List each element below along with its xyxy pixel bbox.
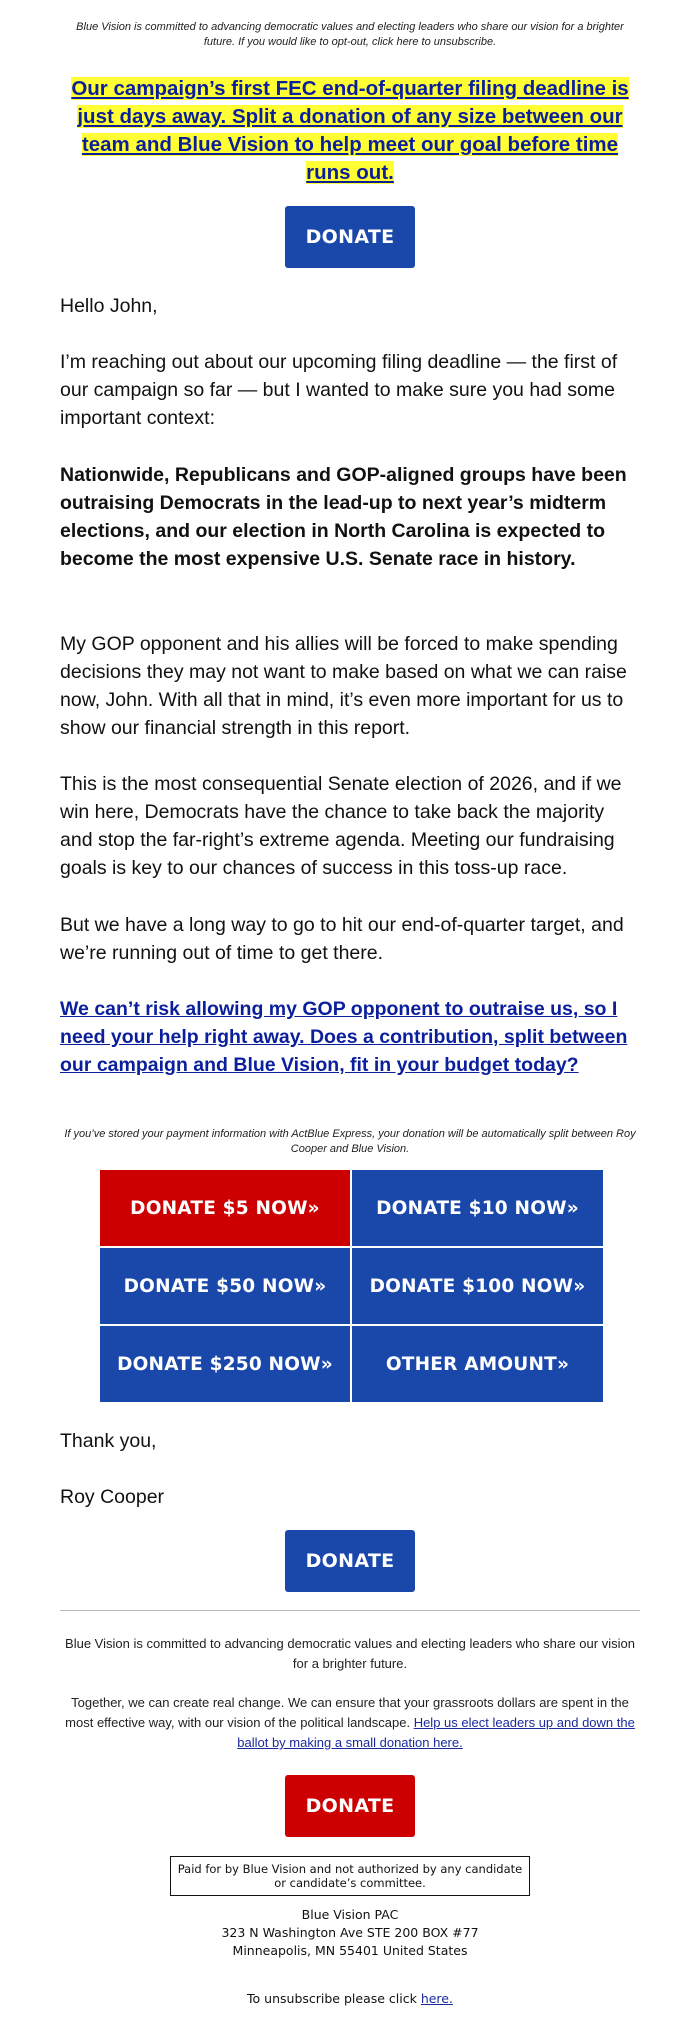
unsubscribe-link[interactable]: here. [420,1991,453,2006]
cta-paragraph [60,995,640,1079]
donation-grid [100,1170,603,1404]
footer-donate-link[interactable]: Help us elect leaders up and down the ballot by making a small donation here. [237,1715,635,1750]
greeting: Hello John, [60,295,158,317]
paid-for-disclaimer: Paid for by Blue Vision and not authorized by any candidate or candidate’s committee. [170,1856,530,1896]
unsubscribe-line [60,1991,640,2006]
address-line-2: Minneapolis, MN 55401 United States [232,1943,468,1958]
donate-250-button[interactable]: DONATE $250 NOW» [100,1326,350,1402]
donate-button-footer[interactable]: DONATE [285,1775,415,1837]
donate-button-top[interactable]: DONATE [285,206,415,268]
donate-button-bottom[interactable]: DONATE [285,1530,415,1592]
paragraph-context: I’m reaching out about our upcoming filing deadline — the first of our campaign so far — but I wanted to make sure you had some important context: [60,351,618,429]
org-name: Blue Vision PAC [301,1907,399,1922]
paragraph-consequential: This is the most consequential Senate election of 2026, and if we win here, Democrats have the chance to take back the majority and stop the far-right’s extreme agenda. Meeting our fundraising goals is key to our chances of success in this toss-up race. [60,773,622,879]
footer-together-text: Together, we can create real change. We can ensure that your grassroots dollars are spent in the most effective way, with our vision of the political landscape. [65,1695,629,1730]
unsubscribe-text: To unsubscribe please click [247,1991,421,2006]
address-line-1: 323 N Washington Ave STE 200 BOX #77 [221,1925,479,1940]
paragraph-long-way: But we have a long way to go to hit our end-of-quarter target, and we’re running out of time to get there. [60,914,624,964]
footer-mission: Blue Vision is committed to advancing democratic values and electing leaders who share our vision for a brighter future. [65,1636,635,1671]
donate-100-button[interactable]: DONATE $100 NOW» [352,1248,603,1324]
headline [60,75,640,187]
signature: Roy Cooper [60,1486,165,1508]
actblue-express-note: If you’ve stored your payment information with ActBlue Express, your donation will be automatically split between Roy Cooper and Blue Vision. [64,1128,636,1155]
paragraph-bold-nationwide: Nationwide, Republicans and GOP-aligned groups have been outraising Democrats in the lead-up to next year’s midterm elections, and our election in North Carolina is expected to become the most expensive U.S. Senate race in history. [60,464,627,570]
other-amount-button[interactable]: OTHER AMOUNT» [352,1326,603,1402]
donate-50-button[interactable]: DONATE $50 NOW» [100,1248,350,1324]
footer-together [60,1693,640,1753]
cta-link[interactable]: We can’t risk allowing my GOP opponent to outraise us, so I need your help right away. Does a contribution, split between our campaign and Blue Vision, fit in your budget today? [60,998,628,1076]
paragraph-gop-opponent: My GOP opponent and his allies will be forced to make spending decisions they may not want to make based on what we can raise now, John. With all that in mind, it’s even more important for us to show our financial strength in this report. [60,633,627,739]
preheader-text: Blue Vision is committed to advancing democratic values and electing leaders who share our vision for a brighter future. If you would like to opt-out, click here to unsubscribe. [76,21,624,48]
donate-5-button[interactable]: DONATE $5 NOW» [100,1170,350,1246]
footer-divider [60,1610,640,1611]
donate-10-button[interactable]: DONATE $10 NOW» [352,1170,603,1246]
signoff: Thank you, [60,1430,157,1452]
headline-link[interactable]: Our campaign’s first FEC end-of-quarter filing deadline is just days away. Split a donation of any size between our team and Blue Vision to help meet our goal before time runs out. [71,77,629,184]
